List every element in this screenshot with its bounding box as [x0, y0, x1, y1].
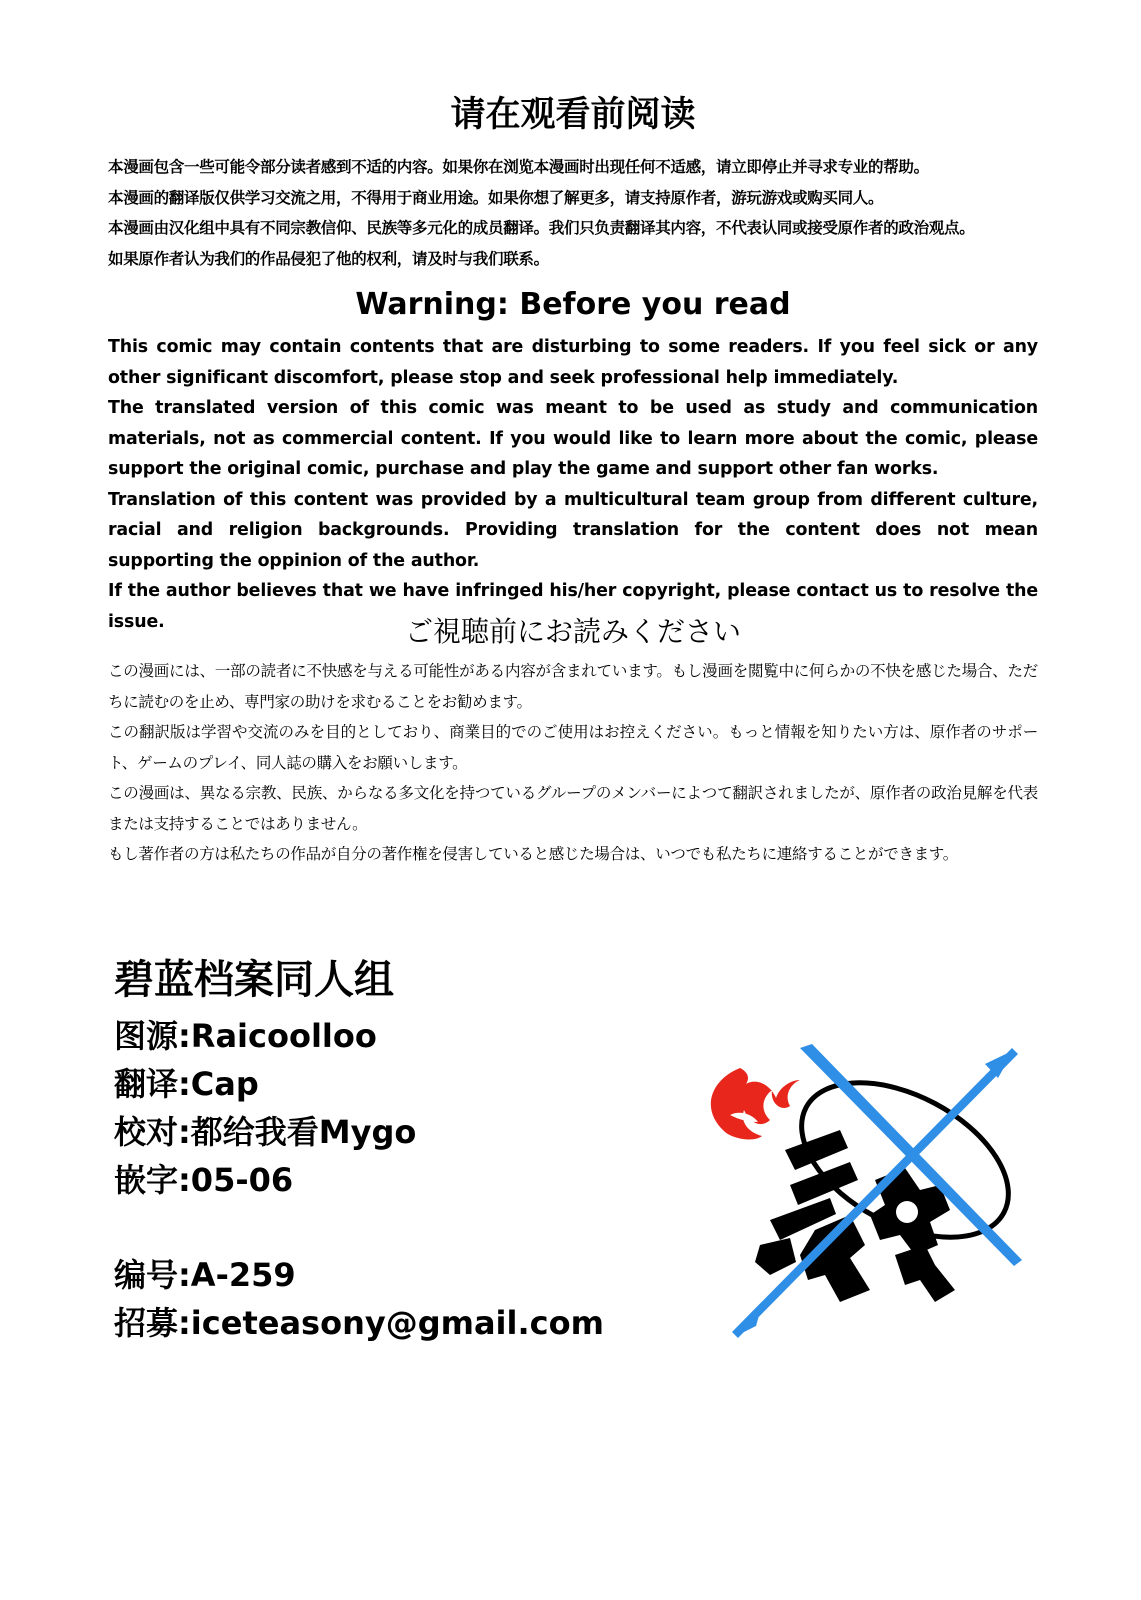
- chinese-title: 请在观看前阅读: [450, 95, 696, 135]
- japanese-paragraph: この漫画には、一部の読者に不快感を与える可能性がある内容が含まれています。もし漫画を閲覧中に何らかの不快を感じた場合、ただちに読むのを止め、専門家の助けを求むることをお勧めます。: [108, 662, 1038, 711]
- japanese-notice: [108, 656, 1038, 870]
- chinese-notice: [108, 152, 1038, 274]
- english-notice: [108, 332, 1038, 637]
- credit-typesetting: 嵌字:05-06: [114, 1161, 294, 1199]
- japanese-paragraph: この漫画は、異なる宗教、民族、からなる多文化を持つているグループのメンバーによつて翻訳されましたが、原作者の政治見解を代表または支持することではありません。: [108, 784, 1038, 833]
- flame-icon: [711, 1068, 800, 1139]
- credit-number: 编号:A-259: [114, 1256, 296, 1294]
- credit-source: 图源:Raicoolloo: [114, 1017, 377, 1055]
- chinese-paragraph: 如果原作者认为我们的作品侵犯了他的权利，请及时与我们联系。: [108, 249, 549, 268]
- japanese-paragraph: もし著作者の方は私たちの作品が自分の著作権を侵害していると感じた場合は、いつでも私たちに連絡することができます。: [108, 845, 958, 863]
- english-paragraph: The translated version of this comic was meant to be used as study and communication materials, not as commercial content. If you would like to learn more about the comic, please support the original comic, purchase and play the game and support other fan works.: [108, 398, 1038, 479]
- credit-translation: 翻译:Cap: [114, 1065, 259, 1103]
- credits-block: [114, 952, 714, 1347]
- crossed-swords-icon: [732, 1044, 1022, 1338]
- chinese-paragraph: 本漫画由汉化组中具有不同宗教信仰、民族等多元化的成员翻译。我们只负责翻译其内容，不代表认同或接受原作者的政治观点。: [108, 219, 975, 237]
- english-title: Warning: Before you read: [355, 287, 791, 322]
- japanese-paragraph: この翻訳版は学習や交流のみを目的としており、商業目的でのご使用はお控えください。もっと情報を知りたい方は、原作者のサポート、ゲームのプレイ、同人誌の購入をお願いします。: [108, 723, 1038, 772]
- group-logo-icon: [700, 1040, 1030, 1350]
- credit-proofreading: 校对:都给我看Mygo: [114, 1113, 417, 1151]
- spacer: [114, 1204, 714, 1251]
- group-name: 碧蓝档案同人组: [114, 957, 394, 1003]
- chinese-paragraph: 本漫画的翻译版仅供学习交流之用，不得用于商业用途。如果你想了解更多，请支持原作者，游玩游戏或购买同人。: [108, 188, 884, 207]
- english-paragraph: Translation of this content was provided by a multicultural team group from different culture, racial and religion backgrounds. Providing translation for the content does not mean supporting the oppinion of the author.: [108, 489, 1038, 571]
- english-paragraph: If the author believes that we have infringed his/her copyright, please contact us to resolve the issue.: [108, 581, 1038, 632]
- credit-recruitment: 招募:iceteasony@gmail.com: [114, 1304, 604, 1342]
- japanese-title: ご視聴前にお読みください: [404, 615, 741, 648]
- chinese-paragraph: 本漫画包含一些可能令部分读者感到不适的内容。如果你在浏览本漫画时出现任何不适感，请立即停止并寻求专业的帮助。: [108, 158, 929, 176]
- english-paragraph: This comic may contain contents that are disturbing to some readers. If you feel sick or any other significant discomfort, please stop and seek professional help immediately.: [108, 337, 1038, 388]
